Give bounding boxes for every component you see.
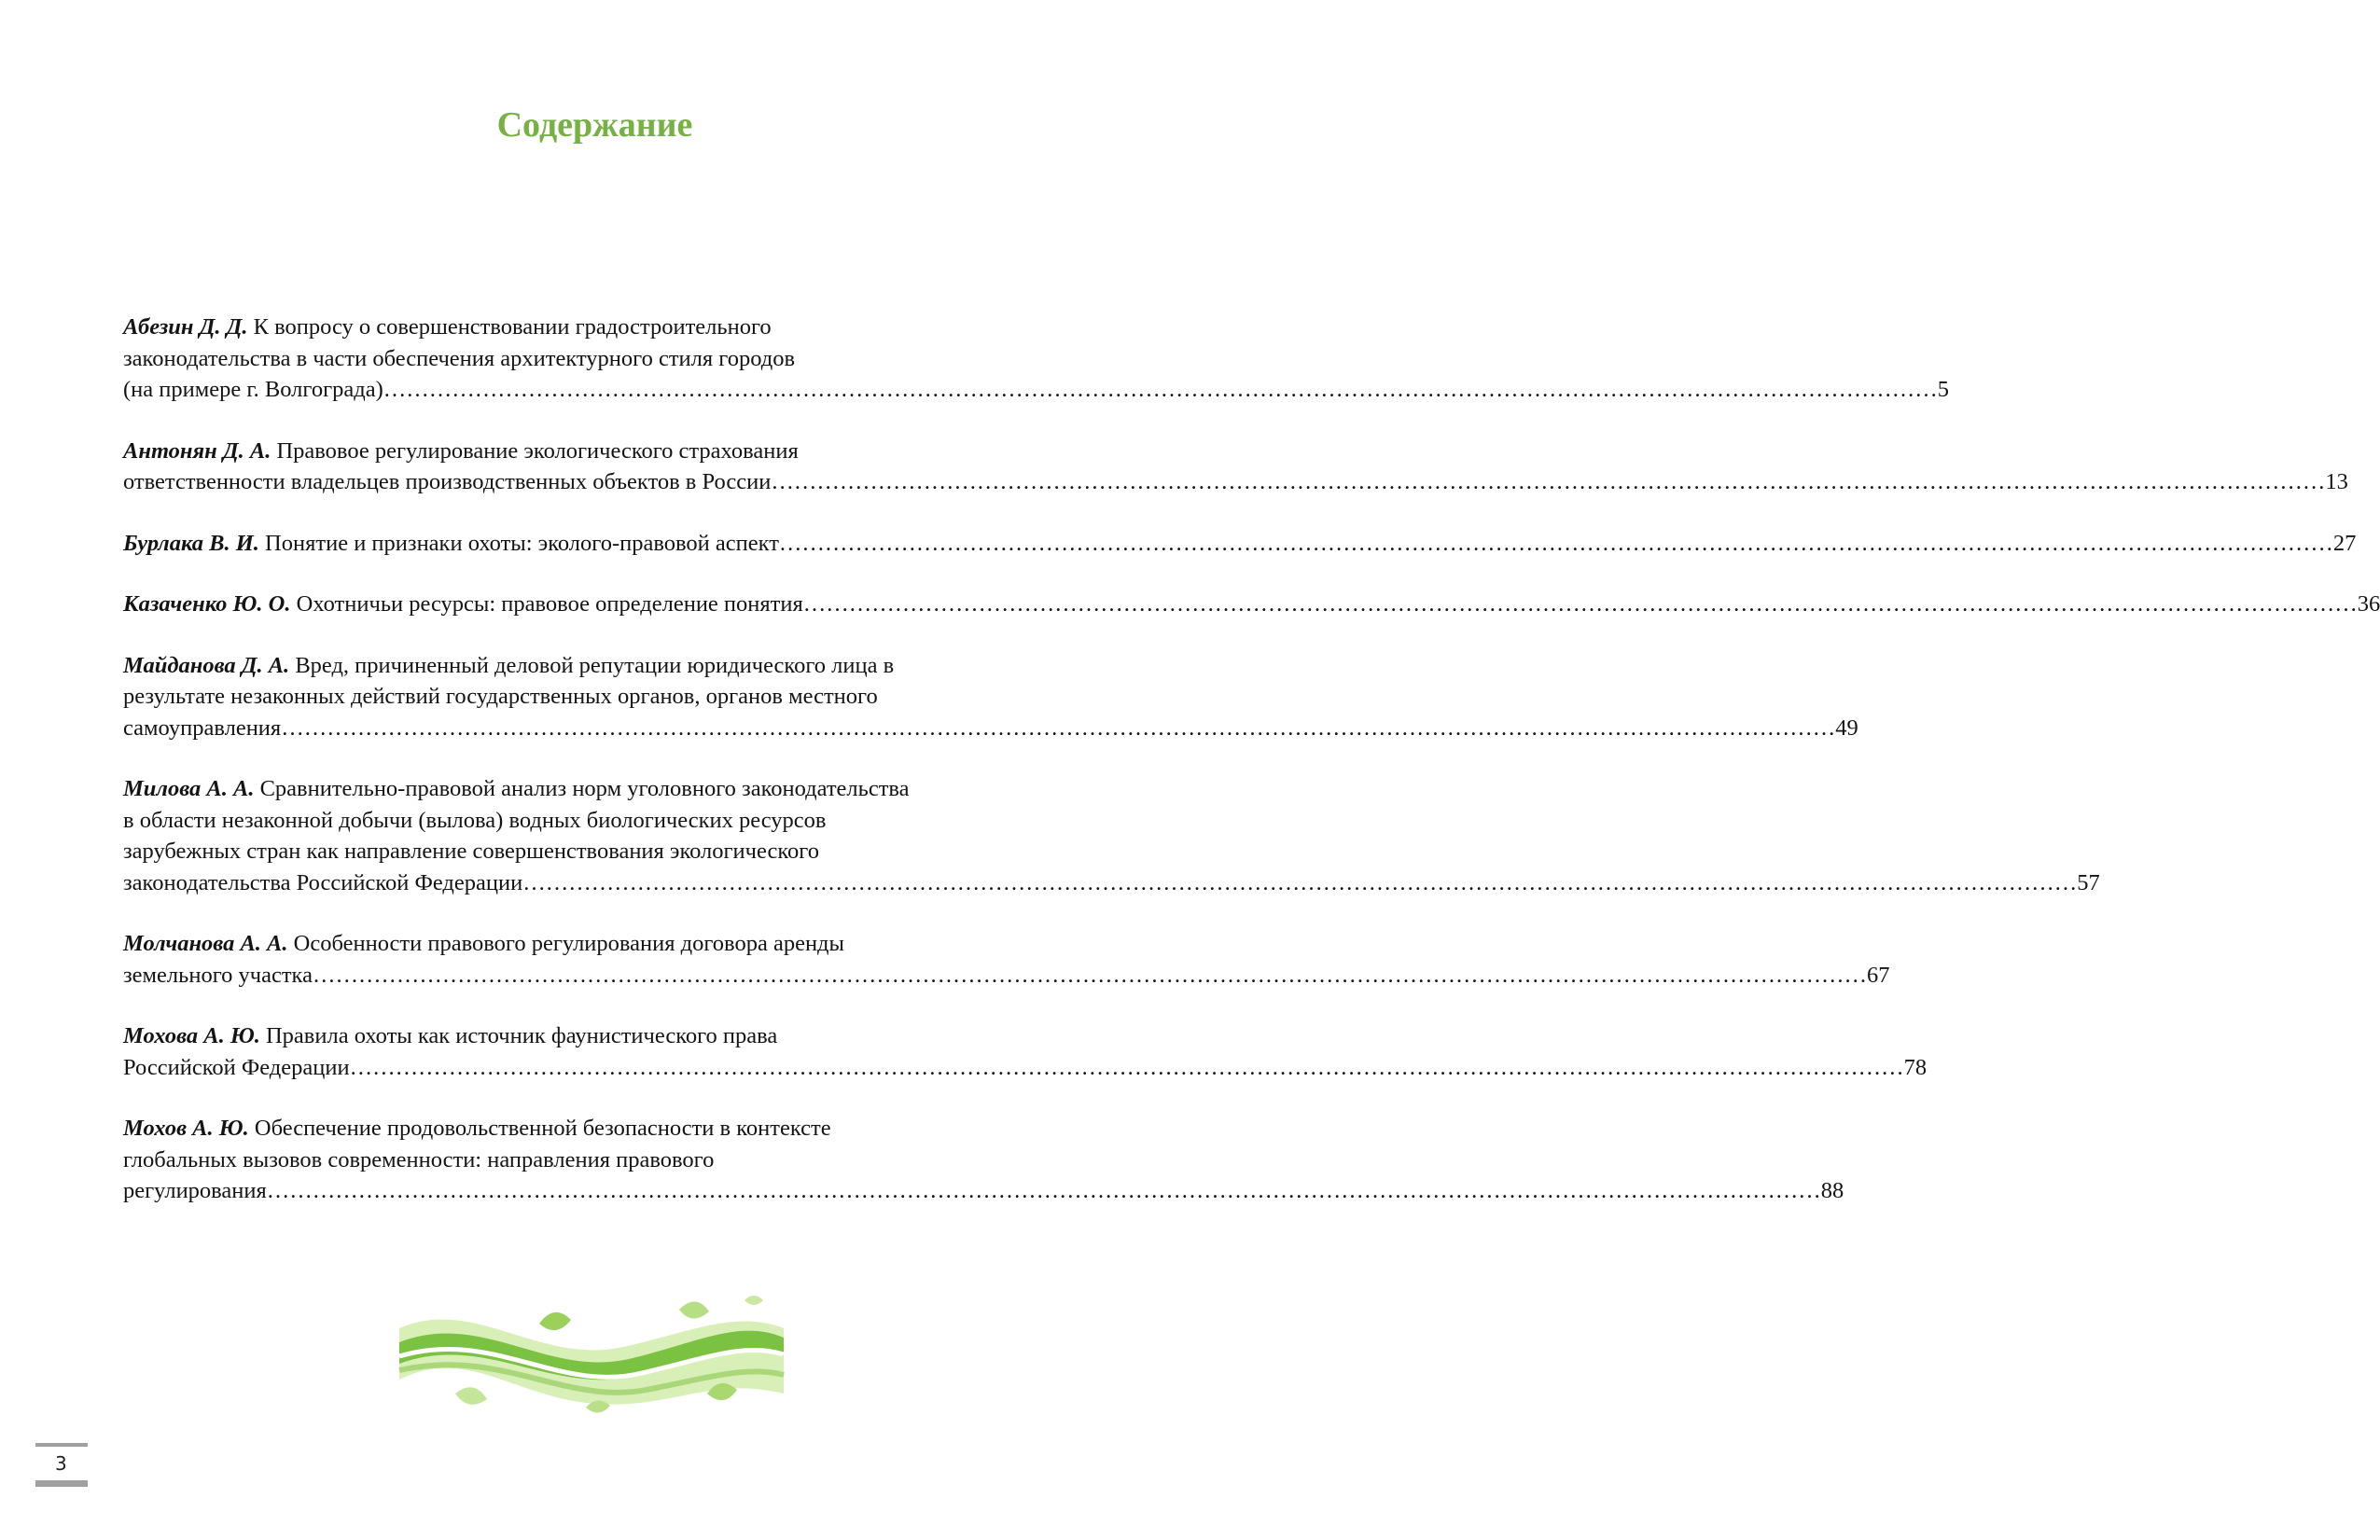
toc-entry-last-line: [123, 589, 2380, 620]
toc-entry-page: 5: [1937, 377, 1950, 402]
toc-entry-author: Казаченко Ю. О.: [123, 591, 291, 617]
toc-leader-dots: ……………………………………………………………………………………………………………………………………………………………………………………: [266, 1178, 1821, 1203]
toc-entry-last-line: [123, 466, 2348, 498]
toc-entry-author: Бурлака В. И.: [123, 530, 259, 556]
toc-leader-dots: ……………………………………………………………………………………………………………………………………………………………………………………: [383, 377, 1938, 402]
toc-entry-page: 27: [2332, 530, 2357, 556]
toc-entry-author: Мохова А. Ю.: [123, 1023, 260, 1048]
toc-entry-last-line: [123, 713, 1858, 744]
toc-entry-last-line: [123, 1175, 1844, 1207]
toc-leader-dots: ……………………………………………………………………………………………………………………………………………………………………………………: [802, 591, 2358, 617]
toc-entry-line: в области незаконной добычи (вылова) водных биологических ресурсов: [123, 807, 827, 833]
toc-entry-page: 78: [1903, 1054, 1928, 1080]
toc-entry-page: 67: [1866, 962, 1890, 988]
toc-entry-author: Майданова Д. А.: [123, 652, 290, 678]
toc-entry-author: Антонян Д. А.: [123, 437, 271, 464]
toc-entry-page: 57: [2077, 869, 2100, 895]
toc-entry-title-start: К вопросу о совершенствовании градостроительного: [247, 314, 772, 340]
toc-entry-title-text: Понятие и признаки охоты: эколого-правовой аспект: [258, 530, 779, 556]
toc-entry-title-start: Правила охоты как источник фаунистического права: [259, 1023, 778, 1048]
toc-entry-title-end: ответственности владельцев производственных объектов в России: [123, 469, 772, 494]
toc-leader-dots: ……………………………………………………………………………………………………………………………………………………………………………………: [771, 469, 2326, 494]
toc-entry-title-start: Вред, причиненный деловой репутации юридического лица в: [289, 652, 895, 678]
toc-entry-page: 49: [1835, 715, 1858, 741]
toc-entry-line: [123, 1020, 1056, 1052]
toc-entry-page: 88: [1820, 1178, 1844, 1203]
toc-entry-title-start: Правовое регулирование экологического страхования: [271, 437, 799, 464]
toc-entry-title-end: земельного участка: [123, 962, 313, 988]
toc-entry-last-line: [123, 867, 2100, 899]
toc-entry-line: [123, 928, 1056, 960]
toc-entry-last-line: [123, 960, 1890, 992]
toc-entry-author: Милова А. А.: [123, 776, 255, 801]
toc-entry-line: зарубежных стран как направление совершенствования экологического: [123, 839, 819, 864]
toc-entry: [123, 436, 2348, 498]
toc-entry-title: [123, 589, 803, 620]
page-title: Содержание: [496, 105, 693, 145]
toc-entry-title-end: Российской Федерации: [123, 1054, 350, 1080]
toc-entry-line: [123, 312, 1056, 343]
toc-entry: [123, 773, 2100, 898]
toc-entry-last-line: [123, 374, 1950, 406]
toc-entry-last-line: [123, 528, 2357, 560]
toc-entry: [123, 1113, 1844, 1207]
page-number-rule-bottom: [35, 1480, 88, 1487]
toc-entry-line: законодательства в части обеспечения архитектурного стиля городов: [123, 345, 796, 371]
toc-leader-dots: ……………………………………………………………………………………………………………………………………………………………………………………: [312, 962, 1867, 988]
toc-entry-title-end: самоуправления: [123, 715, 282, 741]
toc-entry-last-line: [123, 1052, 1928, 1084]
toc-leader-dots: ……………………………………………………………………………………………………………………………………………………………………………………: [349, 1054, 1904, 1080]
toc-entry: [123, 528, 2357, 560]
toc-entry-title-start: Особенности правового регулирования договора аренды: [287, 931, 844, 956]
toc-entry-author: Молчанова А. А.: [123, 931, 288, 956]
toc-entry-line: [123, 773, 1056, 805]
toc-leader-dots: ……………………………………………………………………………………………………………………………………………………………………………………: [522, 869, 2078, 895]
toc-entry: [123, 589, 2380, 620]
toc-entry-line: [123, 436, 1056, 467]
toc-entry-title-end: регулирования: [123, 1178, 267, 1203]
toc-entry: [123, 312, 1950, 406]
toc-entry: [123, 928, 1890, 991]
toc-leader-dots: ……………………………………………………………………………………………………………………………………………………………………………………: [281, 715, 1836, 741]
toc-entry-line: [123, 1113, 1056, 1145]
green-leaves-ornament: [399, 1291, 784, 1425]
toc-entry-title-start: Сравнительно-правовой анализ норм уголовного законодательства: [254, 776, 910, 801]
toc-entry-line: [123, 650, 1056, 682]
toc-entry-line: результате незаконных действий государственных органов, органов местного: [123, 684, 878, 709]
table-of-contents: [123, 312, 2380, 1237]
toc-entry-author: Абезин Д. Д.: [123, 314, 248, 340]
toc-entry-title-text: Охотничьи ресурсы: правовое определение понятия: [290, 591, 803, 617]
toc-entry-line: глобальных вызовов современности: направления правового: [123, 1146, 715, 1172]
toc-leader-dots: ……………………………………………………………………………………………………………………………………………………………………………………: [778, 530, 2333, 556]
toc-entry: [123, 650, 1858, 744]
toc-entry-title-end: законодательства Российской Федерации: [123, 869, 523, 895]
toc-entry-author: Мохов А. Ю.: [123, 1116, 249, 1141]
page-number: 3: [55, 1452, 67, 1475]
toc-entry: [123, 1020, 1928, 1083]
toc-entry-page: 36: [2357, 591, 2380, 617]
toc-entry-title: [123, 528, 779, 560]
toc-entry-page: 13: [2325, 469, 2348, 494]
page-number-box: [35, 1443, 88, 1487]
toc-entry-title-start: Обеспечение продовольственной безопасности в контексте: [248, 1116, 831, 1141]
toc-entry-title-end: (на примере г. Волгограда): [123, 377, 383, 402]
